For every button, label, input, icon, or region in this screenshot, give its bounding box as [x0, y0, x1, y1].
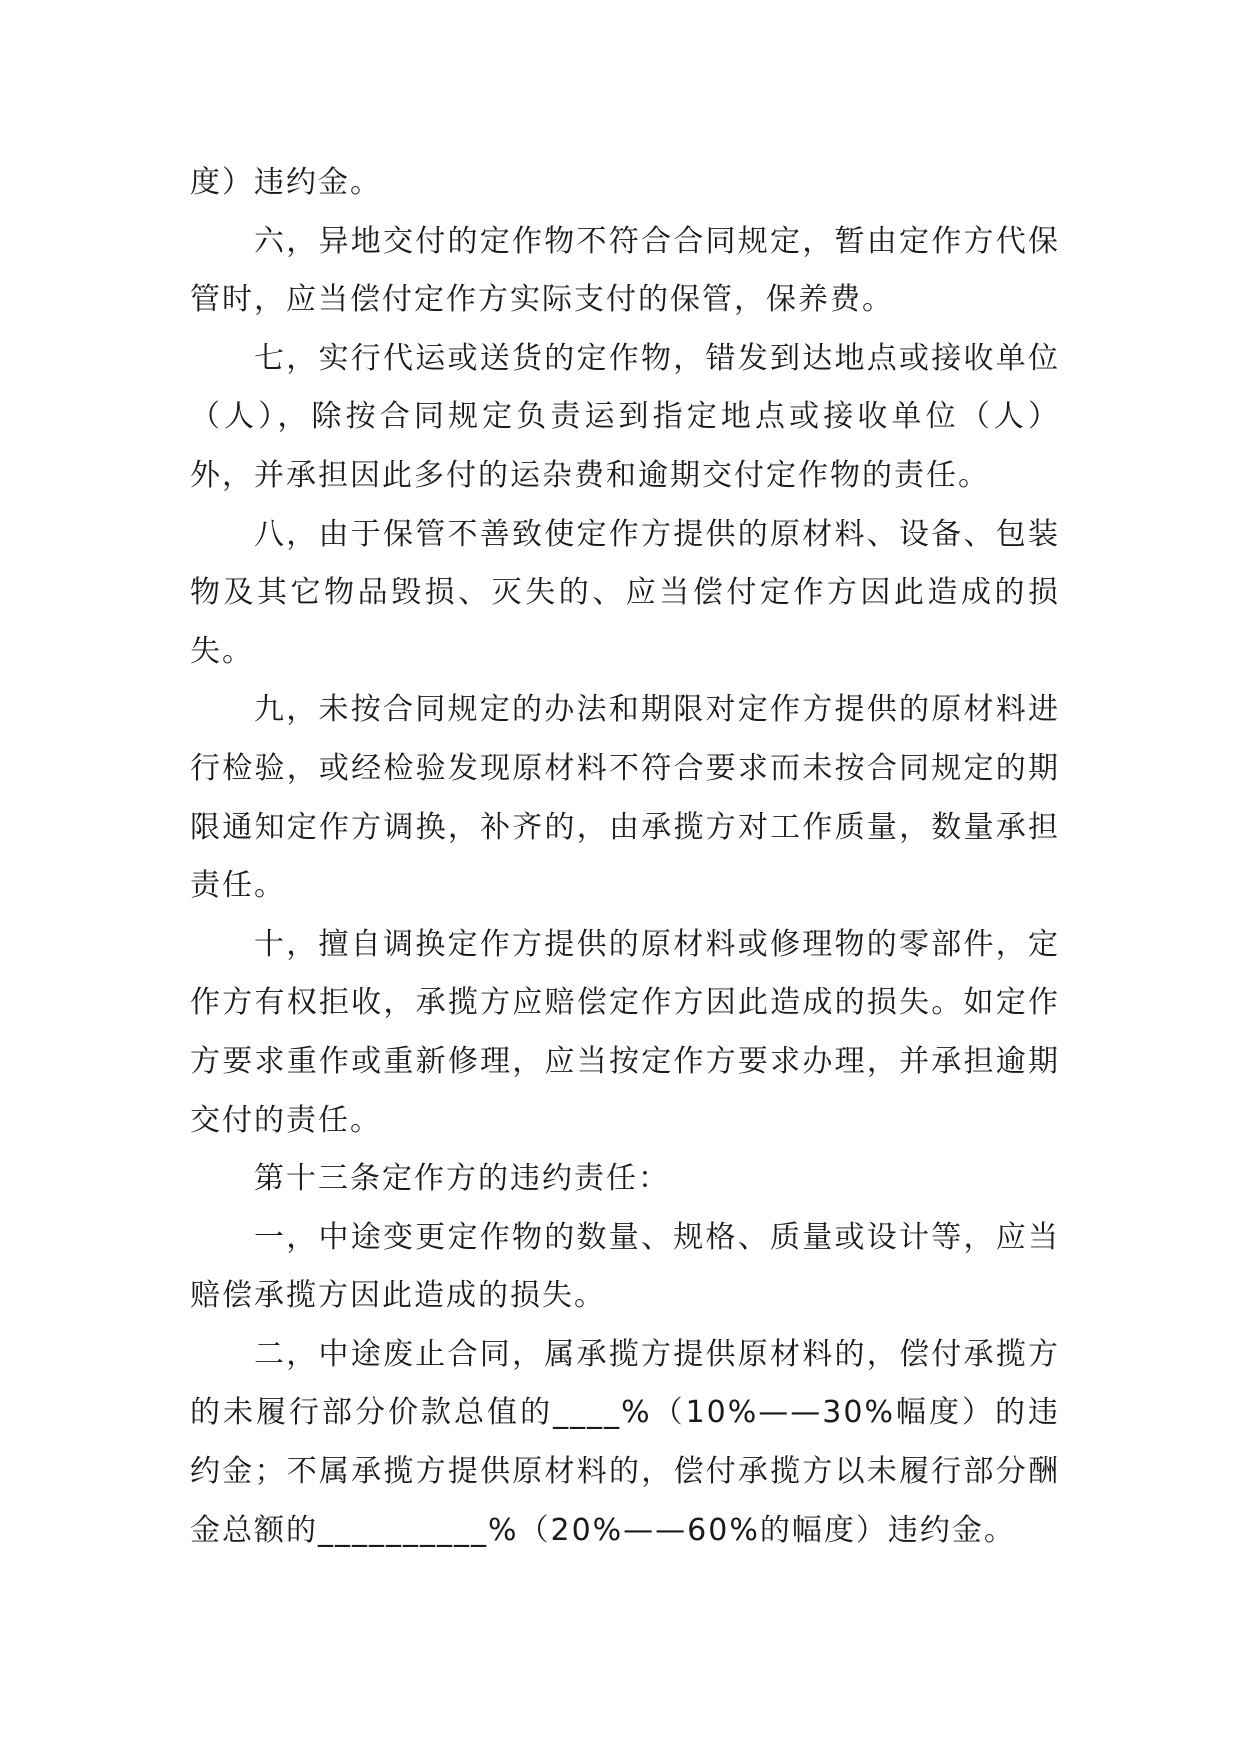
paragraph-clause-7: 七，实行代运或送货的定作物，错发到达地点或接收单位（人），除按合同规定负责运到指定地点或接收单位（人）外，并承担因此多付的运杂费和逾期交付定作物的责任。: [190, 340, 1060, 493]
paragraph-article-13-clause-2: 二，中途废止合同，属承揽方提供原材料的，偿付承揽方的未履行部分价款总值的____%（10%——30%幅度）的违约金；不属承揽方提供原材料的，偿付承揽方以未履行部分酬金总额的__________%（20%——60%的幅度）违约金。: [190, 1336, 1060, 1548]
paragraph-clause-6: 六，异地交付的定作物不符合合同规定，暂由定作方代保管时，应当偿付定作方实际支付的保管，保养费。: [190, 223, 1060, 318]
paragraph-clause-9: 九，未按合同规定的办法和期限对定作方提供的原材料进行检验，或经检验发现原材料不符合要求而未按合同规定的期限通知定作方调换，补齐的，由承揽方对工作质量，数量承担责任。: [190, 692, 1060, 904]
paragraph-article-13-heading: 第十三条定作方的违约责任：: [254, 1161, 670, 1197]
paragraph-clause-10: 十，擅自调换定作方提供的原材料或修理物的零部件，定作方有权拒收，承揽方应赔偿定作方因此造成的损失。如定作方要求重作或重新修理，应当按定作方要求办理，并承担逾期交付的责任。: [190, 926, 1060, 1138]
paragraph-continuation: 度）违约金。: [190, 165, 382, 200]
document-body: [190, 154, 1060, 1560]
paragraph-clause-8: 八，由于保管不善致使定作方提供的原材料、设备、包装物及其它物品毁损、灭失的、应当偿付定作方因此造成的损失。: [190, 516, 1060, 669]
paragraph-article-13-clause-1: 一，中途变更定作物的数量、规格、质量或设计等，应当赔偿承揽方因此造成的损失。: [190, 1219, 1060, 1314]
